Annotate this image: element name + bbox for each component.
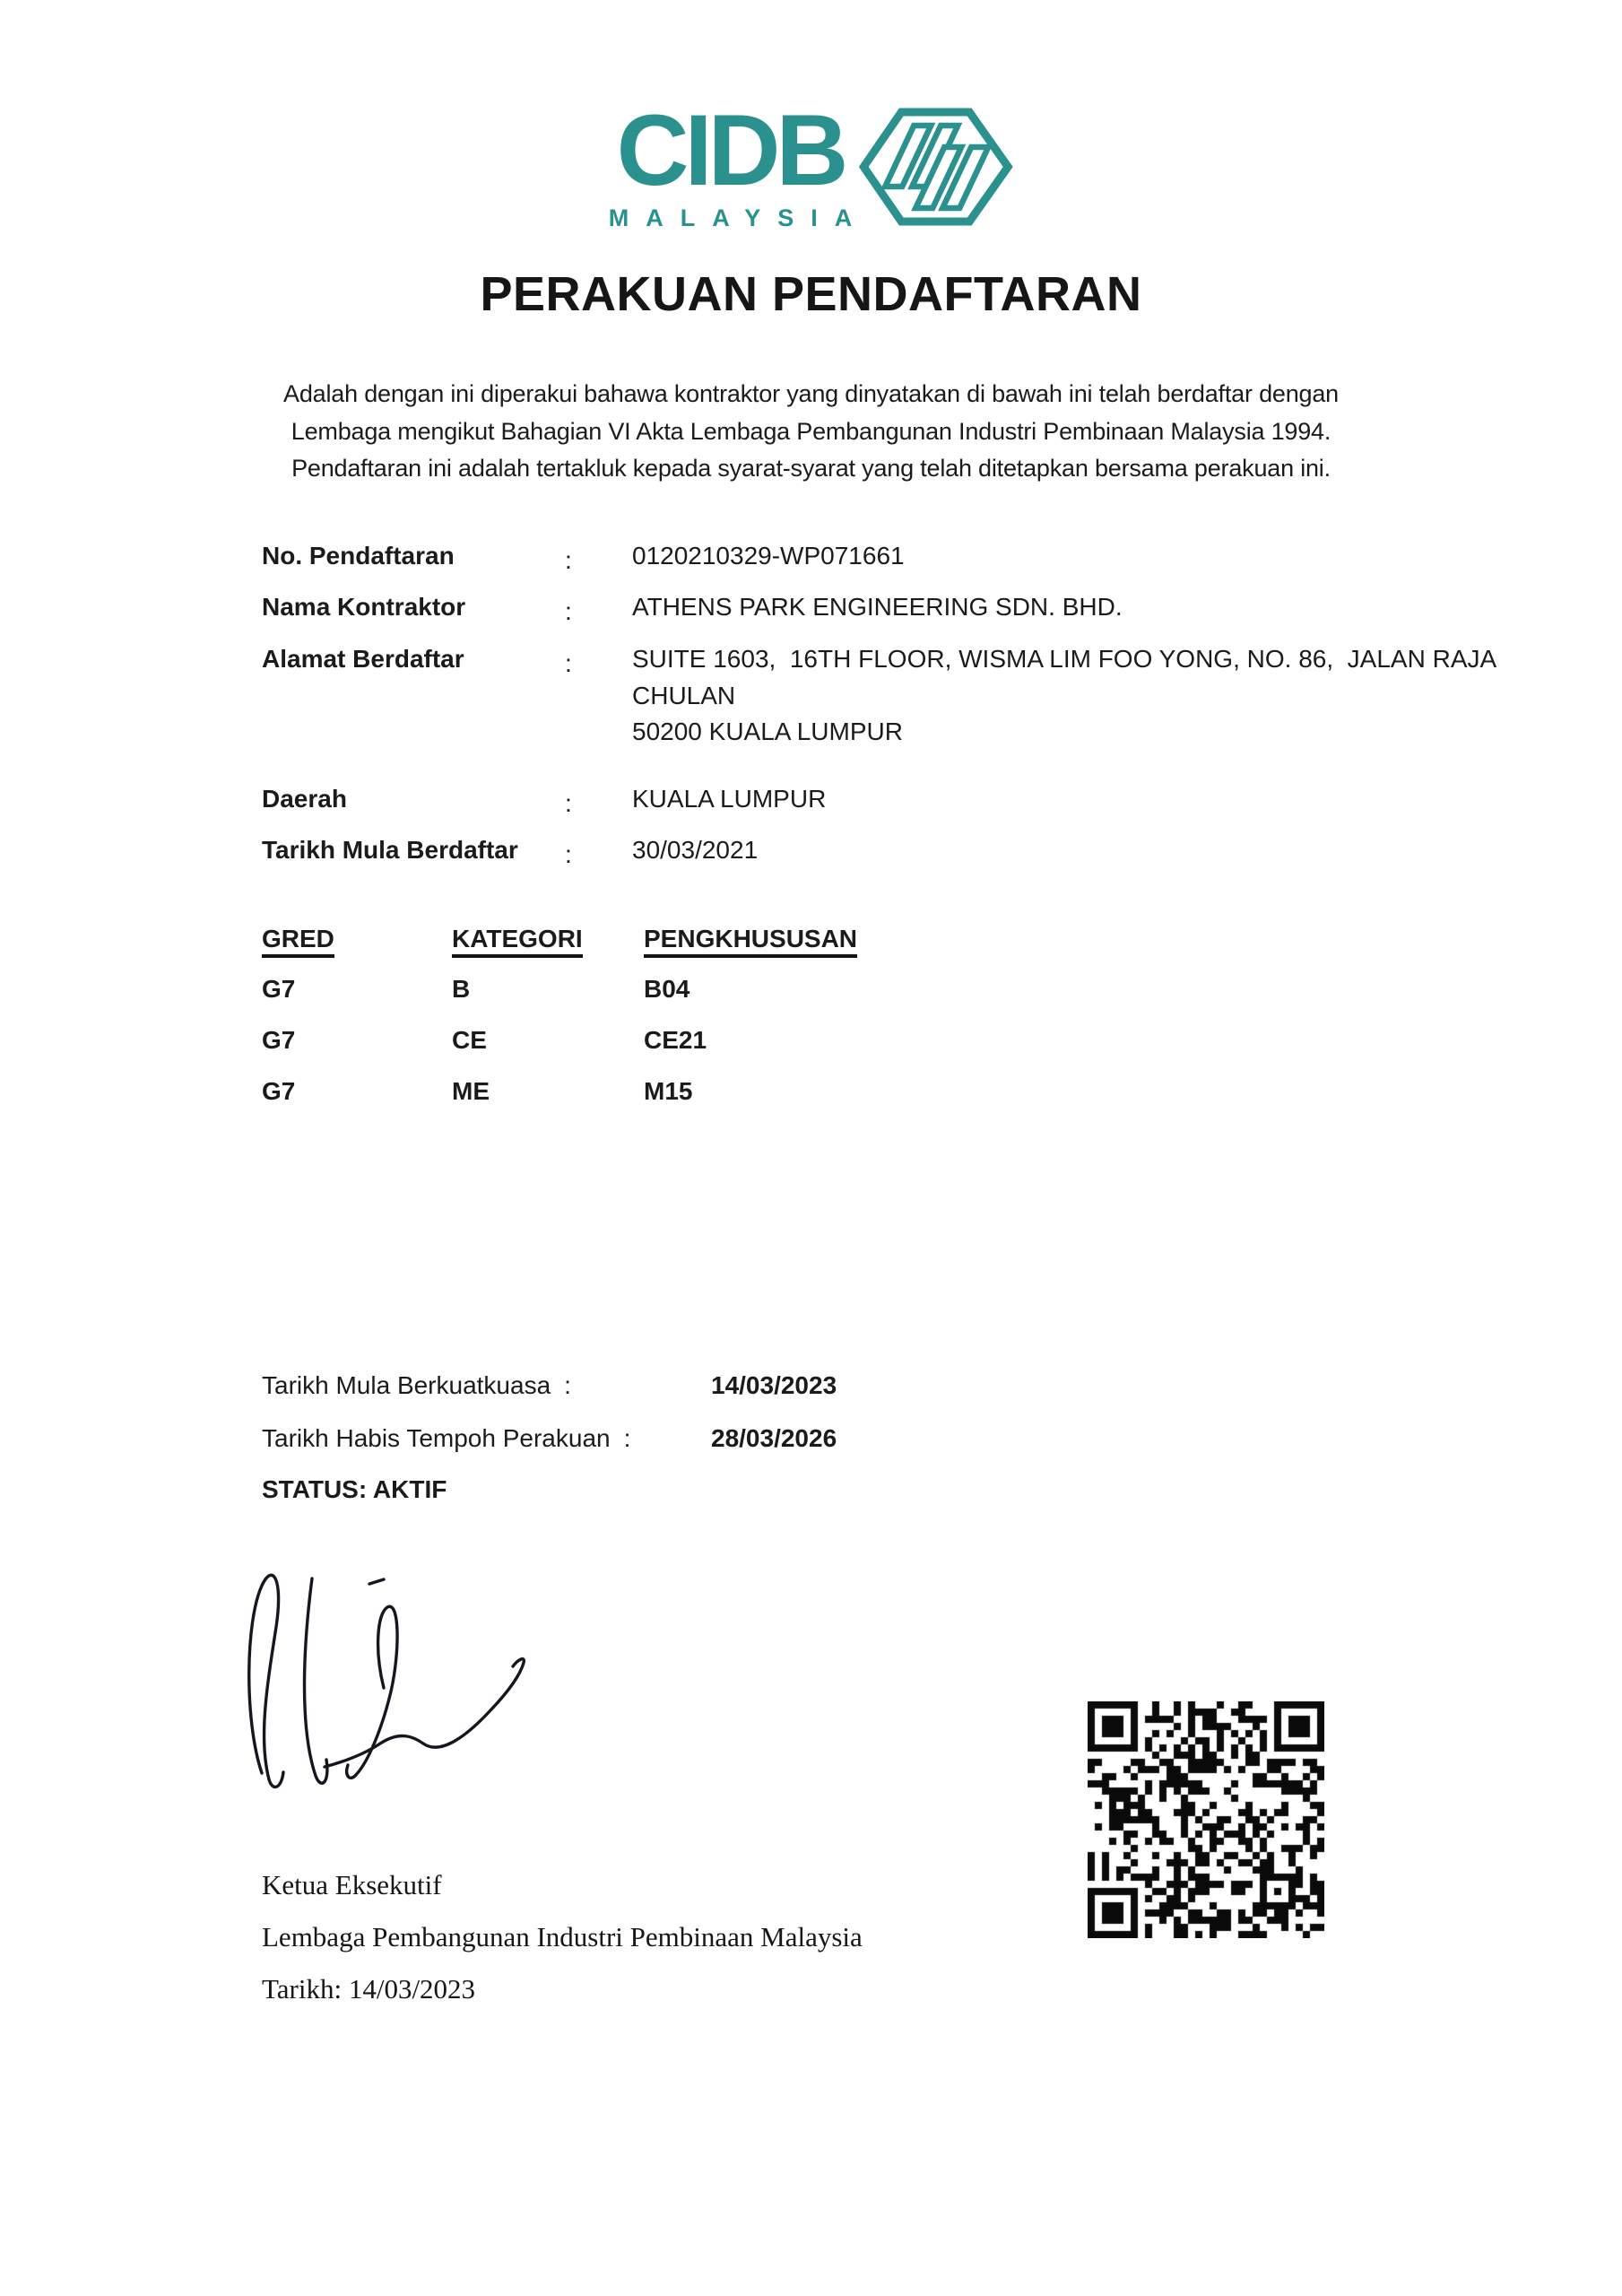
- detail-row-no-pendaftaran: [0, 538, 1622, 574]
- detail-row-tarikh-mula-berdaftar: [0, 832, 1622, 868]
- detail-row-nama-kontraktor: [0, 589, 1622, 625]
- cell-gred: G7: [262, 1077, 296, 1105]
- validity-label: Tarikh Habis Tempoh Perakuan :: [262, 1424, 631, 1452]
- detail-colon: :: [565, 546, 572, 574]
- certificate-title: PERAKUAN PENDAFTARAN: [480, 267, 1142, 321]
- registered-address: [632, 641, 1496, 751]
- registration-start-date: 30/03/2021: [632, 836, 759, 864]
- contractor-name: ATHENS PARK ENGINEERING SDN. BHD.: [632, 593, 1123, 621]
- detail-label: Daerah: [262, 785, 347, 813]
- cell-pengkhususan: B04: [644, 975, 690, 1003]
- intro-line: Pendaftaran ini adalah tertakluk kepada syarat-syarat yang telah ditetapkan bersama perakuan ini.: [291, 455, 1331, 482]
- status-line: STATUS: AKTIF: [262, 1475, 447, 1503]
- cidb-logo: [608, 94, 1014, 232]
- detail-label: Alamat Berdaftar: [262, 645, 464, 673]
- detail-colon: :: [565, 649, 572, 677]
- validity-row-expiry: [0, 1421, 1622, 1457]
- detail-row-alamat-berdaftar: [0, 641, 1622, 751]
- footer-organization: Lembaga Pembangunan Industri Pembinaan Malaysia: [262, 1921, 863, 1952]
- footer-signer-title: Ketua Eksekutif: [262, 1869, 442, 1900]
- validity-colon: :: [623, 1424, 631, 1452]
- signature-image: [235, 1544, 540, 1813]
- effective-date: 14/03/2023: [711, 1371, 837, 1399]
- table-header-row: [0, 921, 1622, 959]
- cell-gred: G7: [262, 1026, 296, 1054]
- address-line: SUITE 1603, 16TH FLOOR, WISMA LIM FOO YONG, NO. 86, JALAN RAJA: [632, 645, 1497, 673]
- intro-paragraph: [0, 376, 1622, 488]
- cell-kategori: CE: [452, 1026, 487, 1054]
- validity-label: Tarikh Mula Berkuatkuasa :: [262, 1371, 571, 1399]
- district: KUALA LUMPUR: [632, 785, 827, 813]
- detail-colon: :: [565, 597, 572, 625]
- detail-label: Tarikh Mula Berdaftar: [262, 836, 518, 864]
- table-header-kategori: KATEGORI: [452, 925, 583, 958]
- registration-number: 0120210329-WP071661: [632, 542, 905, 570]
- cell-kategori: ME: [452, 1077, 490, 1105]
- validity-row-effective: [0, 1368, 1622, 1404]
- detail-row-daerah: [0, 781, 1622, 817]
- footer-date: Tarikh: 14/03/2023: [262, 1973, 476, 2005]
- detail-label: No. Pendaftaran: [262, 542, 455, 570]
- table-row: [0, 1074, 1622, 1111]
- detail-colon: :: [565, 789, 572, 817]
- cidb-malaysia-label: MALAYSIA: [608, 204, 870, 232]
- cidb-hexagon-icon: [859, 106, 1013, 230]
- cell-pengkhususan: M15: [644, 1077, 693, 1105]
- detail-label: Nama Kontraktor: [262, 593, 466, 621]
- table-row: [0, 1022, 1622, 1060]
- cidb-wordmark: CIDB: [616, 94, 845, 206]
- address-line: CHULAN: [632, 681, 736, 709]
- cell-pengkhususan: CE21: [644, 1026, 707, 1054]
- address-line: 50200 KUALA LUMPUR: [632, 718, 903, 745]
- table-row: [0, 971, 1622, 1009]
- cell-gred: G7: [262, 975, 296, 1003]
- cell-kategori: B: [452, 975, 471, 1003]
- cidb-logo-text: [608, 94, 870, 232]
- qr-code: [1088, 1701, 1324, 1938]
- detail-colon: :: [565, 840, 572, 868]
- expiry-date: 28/03/2026: [711, 1424, 837, 1452]
- table-header-pengkhususan: PENGKHUSUSAN: [644, 925, 857, 958]
- intro-line: Adalah dengan ini diperakui bahawa kontraktor yang dinyatakan di bawah ini telah berdaftar dengan: [283, 380, 1339, 407]
- intro-line: Lembaga mengikut Bahagian VI Akta Lembaga Pembangunan Industri Pembinaan Malaysia 1994.: [291, 417, 1331, 445]
- table-header-gred: GRED: [262, 925, 334, 958]
- validity-colon: :: [564, 1371, 571, 1399]
